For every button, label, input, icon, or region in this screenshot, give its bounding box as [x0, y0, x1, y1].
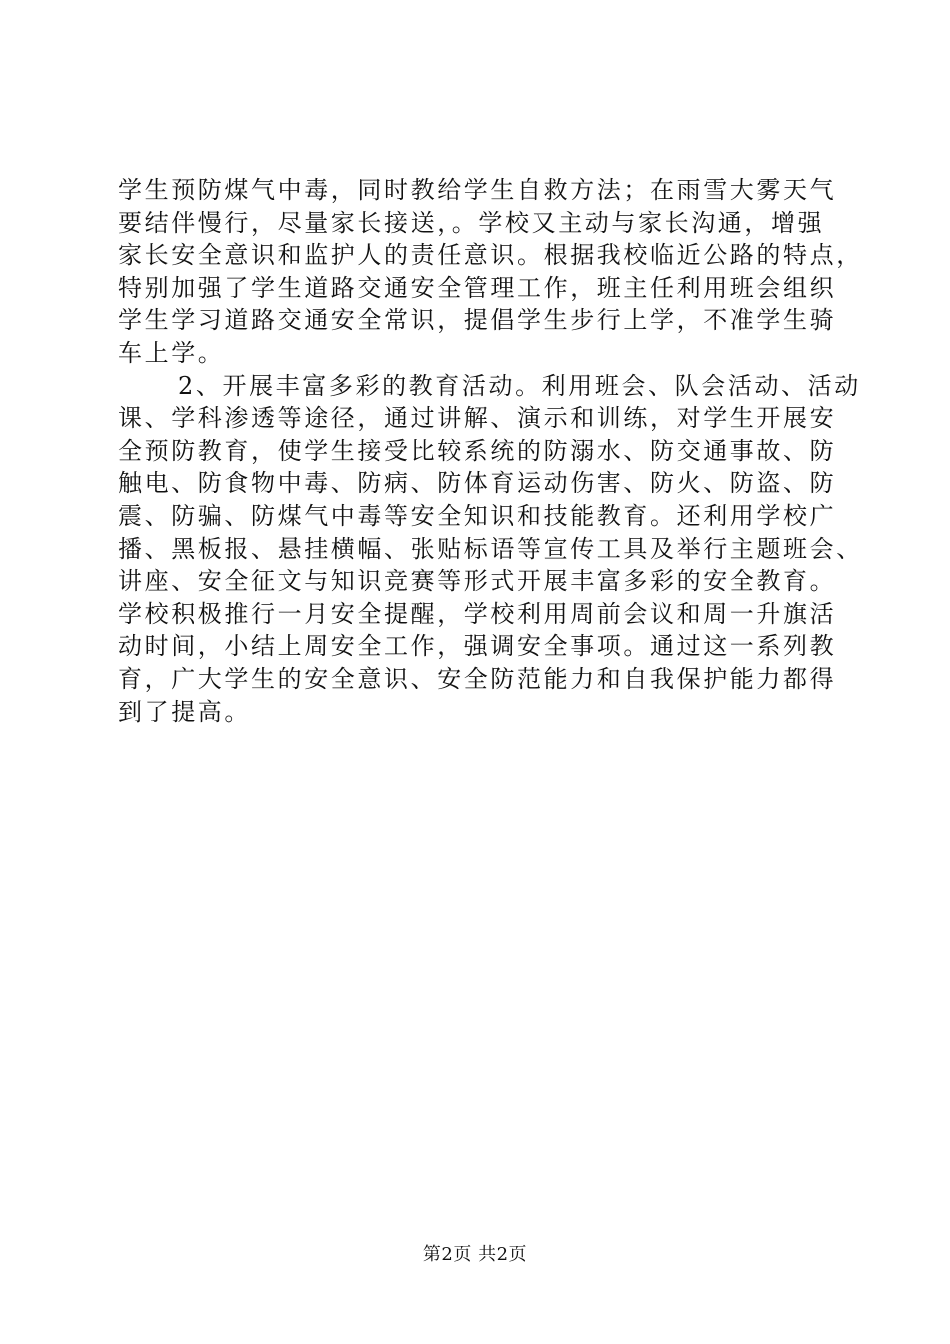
text-line: 学生预防煤气中毒，同时教给学生自救方法；在雨雪大雾天气: [118, 176, 837, 204]
text-line: 家长安全意识和监护人的责任意识。根据我校临近公路的特点，: [118, 241, 863, 270]
paragraph-start-line: 2、开展丰富多彩的教育活动。利用班会、队会活动、活动: [178, 371, 861, 400]
text-line: 车上学。: [118, 338, 225, 367]
text-line: 震、防骗、防煤气中毒等安全知识和技能教育。还利用学校广: [118, 501, 837, 530]
text-line: 育，广大学生的安全意识、安全防范能力和自我保护能力都得: [118, 664, 837, 693]
text-line: 课、学科渗透等途径，通过讲解、演示和训练，对学生开展安: [118, 404, 837, 433]
text-line: 触电、防食物中毒、防病、防体育运动伤害、防火、防盗、防: [118, 469, 837, 498]
page-number-footer: 第2页 共2页: [422, 1244, 528, 1265]
text-line: 全预防教育，使学生接受比较系统的防溺水、防交通事故、防: [118, 436, 837, 465]
text-line: 讲座、安全征文与知识竞赛等形式开展丰富多彩的安全教育。: [118, 567, 837, 596]
text-line: 到了提高。: [118, 697, 251, 726]
text-line: 学生学习道路交通安全常识，提倡学生步行上学，不准学生骑: [118, 306, 837, 335]
text-line: 动时间，小结上周安全工作，强调安全事项。通过这一系列教: [118, 632, 837, 661]
text-line: 要结伴慢行，尽量家长接送，。学校又主动与家长沟通，增强: [118, 208, 825, 237]
text-line: 特别加强了学生道路交通安全管理工作，班主任利用班会组织: [118, 273, 837, 302]
text-line: 播、黑板报、悬挂横幅、张贴标语等宣传工具及举行主题班会、: [118, 534, 863, 563]
text-line: 学校积极推行一月安全提醒，学校利用周前会议和周一升旗活: [118, 599, 837, 628]
document-body: [118, 174, 863, 728]
